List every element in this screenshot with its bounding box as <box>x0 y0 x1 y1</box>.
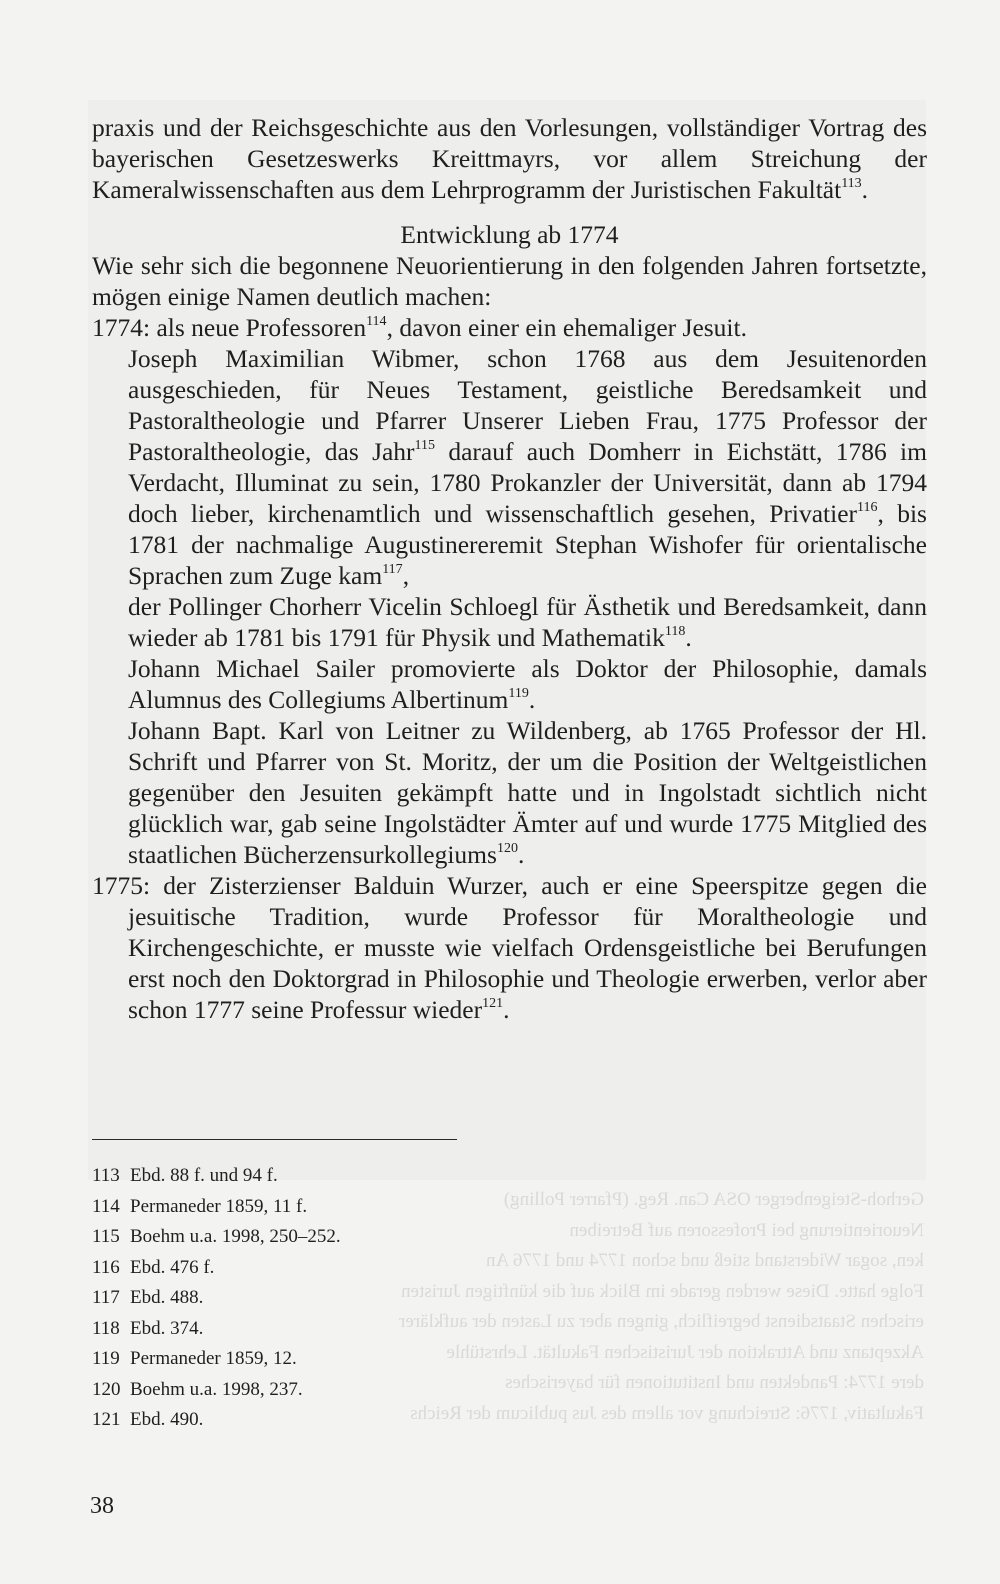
intro-paragraph: Wie sehr sich die begonnene Neuorientierung in den folgenden Jahren fortsetzte, mögen einige Namen deutlich machen: <box>92 251 927 311</box>
footnote <box>92 1314 692 1345</box>
bleed-line: Gerhoh-Steigenberger OSA Can. Reg. (Pfarrer Polling) <box>503 1189 924 1210</box>
entry-schloegl: der Pollinger Chorherr Vicelin Schloegl für Ästhetik und Beredsamkeit, dann wieder ab 1781 bis 1791 für Physik und Mathematik$^{118}$. <box>128 592 927 652</box>
bleed-line: dere 1774: Pandekten und Institutionen für bayerisches <box>505 1372 924 1393</box>
footnote-number: 120 <box>92 1378 121 1400</box>
bleed-line: Neuorientierung bei Professoren auf Betreiben <box>569 1219 924 1241</box>
footnotes <box>92 1161 692 1436</box>
footnote-number: 114 <box>92 1195 120 1217</box>
footnote-text: Permaneder 1859, 11 f. <box>130 1195 308 1217</box>
footnote-text: Ebd. 476 f. <box>130 1256 215 1278</box>
footnote-number: 115 <box>92 1226 120 1247</box>
footnote-text: Ebd. 374. <box>130 1317 204 1339</box>
footnote-text: Boehm u.a. 1998, 250–252. <box>130 1226 341 1247</box>
entry-sailer: Johann Michael Sailer promovierte als Doktor der Philosophie, damals Alumnus des Collegiums Albertinum$^{119}$. <box>128 654 927 714</box>
footnote <box>92 1344 692 1375</box>
entry-wibmer: Joseph Maximilian Wibmer, schon 1768 aus dem Jesuitenorden ausgeschieden, für Neues Testament, geistliche Beredsamkeit und Pastoraltheologie und Pfarrer Unserer Lieben Frau, 1775 Professor der Pastoraltheologie, das Jahr$^{115}$ darauf auch Domherr in Eichstätt, 1786 im Verdacht, Illuminat zu sein, 1780 Prokanzler der Universität, dann ab 1794 doch lieber, kirchenamtlich und wissenschaftlich gesehen, Privatier$^{116}$, bis 1781 der nachmalige Augustinereremit Stephan Wishofer für orientalische Sprachen zum Zuge kam$^{117}$, <box>128 344 927 590</box>
bleed-line: ken, sogar Widerstand stieß und schon 1774 und 1776 An <box>486 1250 924 1271</box>
footnote-text: Ebd. 488. <box>130 1287 204 1308</box>
footnote-number: 118 <box>92 1317 120 1339</box>
main-text <box>92 112 927 1025</box>
footnote-number: 113 <box>92 1165 120 1186</box>
footnote-ref[interactable]: 121 <box>482 995 504 1011</box>
paragraph-continuation: praxis und der Reichsgeschichte aus den Vorlesungen, vollständiger Vortrag des bayerischen Gesetzeswerks Kreittmayrs, vor allem Streichung der Kameralwissenschaften aus dem Lehrprogramm der Juristischen Fakultät$^{113}$. <box>92 113 927 204</box>
footnote-text: Ebd. 88 f. und 94 f. <box>130 1165 278 1186</box>
footnote-text: Permaneder 1859, 12. <box>130 1348 297 1369</box>
section-heading: Entwicklung ab 1774 <box>400 220 619 249</box>
footnote-ref[interactable]: 118 <box>664 623 686 639</box>
entry-1775: 1775: der Zisterzienser Balduin Wurzer, auch er eine Speerspitze gegen die jesuitische Tradition, wurde Professor für Moraltheologie und Kirchengeschichte, er musste wie vielfach Ordensgeistliche bei Berufungen erst noch den Doktorgrad in Philosophie und Theologie erwerben, verlor aber schon 1777 seine Professur wieder$^{121}$. <box>92 871 927 1024</box>
footnote-ref[interactable]: 116 <box>857 499 878 515</box>
page-number: 38 <box>90 1493 114 1519</box>
footnote <box>92 1192 692 1223</box>
footnote-text: Ebd. 490. <box>130 1409 204 1430</box>
footnote <box>92 1283 692 1314</box>
footnote-divider <box>92 1139 457 1140</box>
footnote <box>92 1253 692 1284</box>
footnote-number: 121 <box>92 1409 121 1430</box>
entry-leitner: Johann Bapt. Karl von Leitner zu Wildenberg, ab 1765 Professor der Hl. Schrift und Pfarrer von St. Moritz, der um die Position der Weltgeistlichen gegenüber den Jesuiten gekämpft hatte und in Ingolstadt sichtlich nicht glücklich war, gab seine Ingolstädter Ämter auf und wurde 1775 Mitglied des staatlichen Bücherzensurkollegiums$^{120}$. <box>128 716 927 869</box>
footnote-ref[interactable]: 114 <box>366 313 387 329</box>
footnote-ref[interactable]: 113 <box>841 175 862 191</box>
footnote-ref[interactable]: 120 <box>496 840 518 856</box>
footnote-number: 119 <box>92 1348 120 1369</box>
footnote-ref[interactable]: 119 <box>508 685 529 701</box>
footnote-text: Boehm u.a. 1998, 237. <box>130 1378 303 1400</box>
footnote-ref[interactable]: 117 <box>382 561 403 577</box>
footnote <box>92 1161 692 1192</box>
bleed-line: Fakultativ, 1776: Streichung vor allem des Jus publicum der Reichs <box>410 1402 924 1424</box>
bleed-line: Akzeptanz und Attraktion der Juristischen Fakultät. Lehrstühle <box>446 1341 924 1363</box>
footnote-ref[interactable]: 115 <box>414 437 436 453</box>
bleed-line: erischen Staatsdienst begreiflich, gingen aber zu Lasten der aufklärer <box>399 1311 924 1332</box>
footnote-number: 116 <box>92 1256 120 1278</box>
entry-1774: 1774: als neue Professoren$^{114}$, davon einer ein ehemaliger Jesuit. <box>92 313 747 342</box>
footnote <box>92 1375 692 1406</box>
footnote <box>92 1405 692 1436</box>
footnote-number: 117 <box>92 1287 120 1308</box>
bleed-line: Folge hatte. Diese werden gerade im Blick auf die künftigen Juristen <box>401 1280 924 1302</box>
footnote <box>92 1222 692 1253</box>
